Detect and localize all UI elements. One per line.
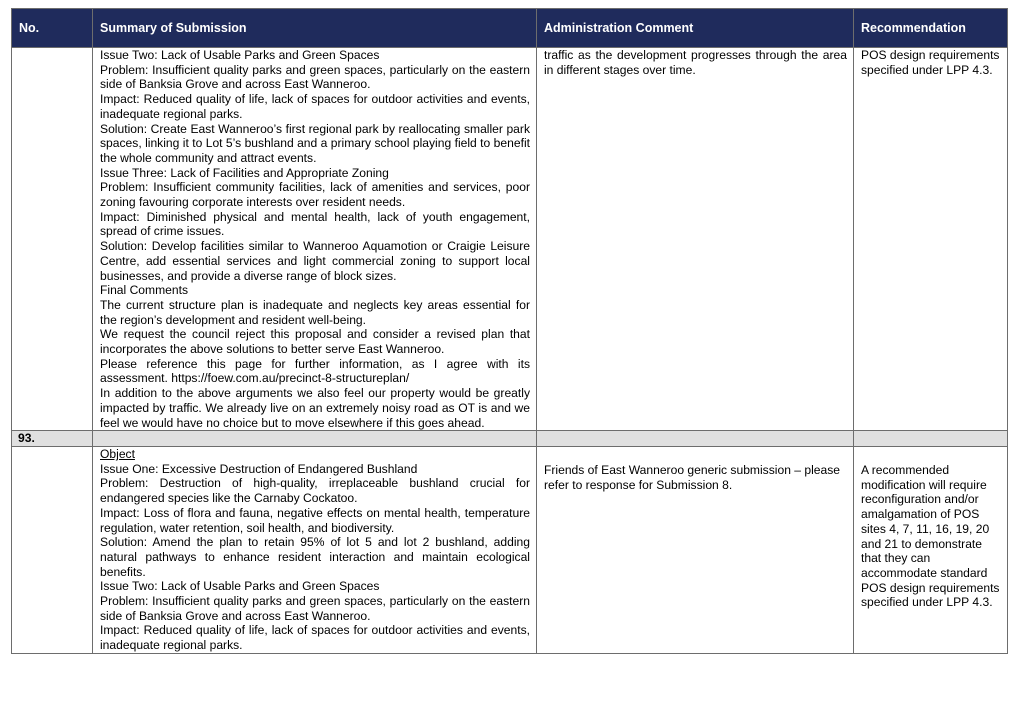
admin-comment: Friends of East Wanneroo generic submission – please refer to response for Submission 8. <box>544 462 841 492</box>
summary-line: Problem: Insufficient community facilities, lack of amenities and services, poor zoning favouring corporate interests over resident needs. <box>100 180 530 210</box>
summary-line: In addition to the above arguments we also feel our property would be greatly impacted by traffic. We already live on an extremely noisy road as OT is and we feel we would have no choice but to move elsewhere if this goes ahead. <box>100 386 530 430</box>
table-row-93 <box>12 446 1008 653</box>
summary-line: We request the council reject this proposal and consider a revised plan that incorporates the above solutions to better serve East Wanneroo. <box>100 327 530 357</box>
submission-number: 93. <box>12 431 93 447</box>
object-label: Object <box>100 446 135 461</box>
summary-line: Impact: Reduced quality of life, lack of spaces for outdoor activities and events, inadequate regional parks. <box>100 92 530 121</box>
submission-number-row <box>12 431 1008 447</box>
comment-cell <box>537 48 854 431</box>
summary-cell <box>93 446 537 653</box>
number-cell <box>12 48 93 431</box>
header-recommendation: Recommendation <box>854 9 1008 48</box>
summary-line: Issue Two: Lack of Usable Parks and Green Spaces <box>100 579 380 594</box>
summary-line: Solution: Develop facilities similar to Wanneroo Aquamotion or Craigie Leisure Centre, add essential services and light commercial zoning to support local businesses, and provide a diverse range of block sizes. <box>100 239 530 283</box>
recommendation-text: A recommended modification will require reconfiguration and/or amalgamation of POS sites 4, 7, 11, 16, 19, 20 and 21 to demonstrate that they can accommodate standard POS design requirements specified under LPP 4.3. <box>861 462 1000 610</box>
number-cell <box>12 446 93 653</box>
table-row-continued <box>12 48 1008 431</box>
header-no: No. <box>12 9 93 48</box>
recommendation-cell <box>854 48 1008 431</box>
summary-line: Problem: Destruction of high-quality, irreplaceable bushland crucial for endangered species like the Carnaby Cockatoo. <box>100 476 530 506</box>
recommendation-cell <box>854 446 1008 653</box>
summary-line: Issue Two: Lack of Usable Parks and Green Spaces <box>100 48 380 62</box>
table-header-row <box>12 9 1008 48</box>
submissions-table <box>11 8 1008 654</box>
summary-text <box>93 48 536 430</box>
summary-line: Impact: Diminished physical and mental health, lack of youth engagement, spread of crime issues. <box>100 209 530 239</box>
summary-line: Impact: Loss of flora and fauna, negative effects on mental health, temperature regulation, water retention, soil health, and biodiversity. <box>100 505 530 535</box>
comment-cell <box>537 446 854 653</box>
empty-cell <box>854 431 1008 447</box>
admin-comment: traffic as the development progresses through the area in different stages over time. <box>544 48 847 77</box>
summary-text <box>93 447 536 653</box>
summary-line: Final Comments <box>100 283 189 298</box>
summary-line: Solution: Create East Wanneroo’s first regional park by reallocating smaller park spaces, linking it to Lot 5’s bushland and a primary school playing field to benefit the whole community and attract events. <box>100 121 530 165</box>
header-summary: Summary of Submission <box>93 9 537 48</box>
recommendation-text: POS design requirements specified under LPP 4.3. <box>861 48 1000 77</box>
summary-line: The current structure plan is inadequate and neglects key areas essential for the region’s development and resident well-being. <box>100 297 530 327</box>
summary-line: Impact: Reduced quality of life, lack of spaces for outdoor activities and events, inadequate regional parks. <box>100 623 530 653</box>
summary-line: Please reference this page for further information, as I agree with its assessment. https://foew.com.au/precinct-8-structureplan/ <box>100 356 530 386</box>
summary-cell <box>93 48 537 431</box>
summary-line: Solution: Amend the plan to retain 95% of lot 5 and lot 2 bushland, adding natural pathways to enhance resident interaction and maintain ecological benefits. <box>100 535 530 579</box>
empty-cell <box>93 431 537 447</box>
summary-line: Issue Three: Lack of Facilities and Appropriate Zoning <box>100 165 389 180</box>
summary-line: Problem: Insufficient quality parks and green spaces, particularly on the eastern side of Banksia Grove and across East Wanneroo. <box>100 594 530 623</box>
header-comment: Administration Comment <box>537 9 854 48</box>
summary-line: Problem: Insufficient quality parks and green spaces, particularly on the eastern side of Banksia Grove and across East Wanneroo. <box>100 62 530 92</box>
summary-line: Issue One: Excessive Destruction of Endangered Bushland <box>100 461 418 476</box>
empty-cell <box>537 431 854 447</box>
